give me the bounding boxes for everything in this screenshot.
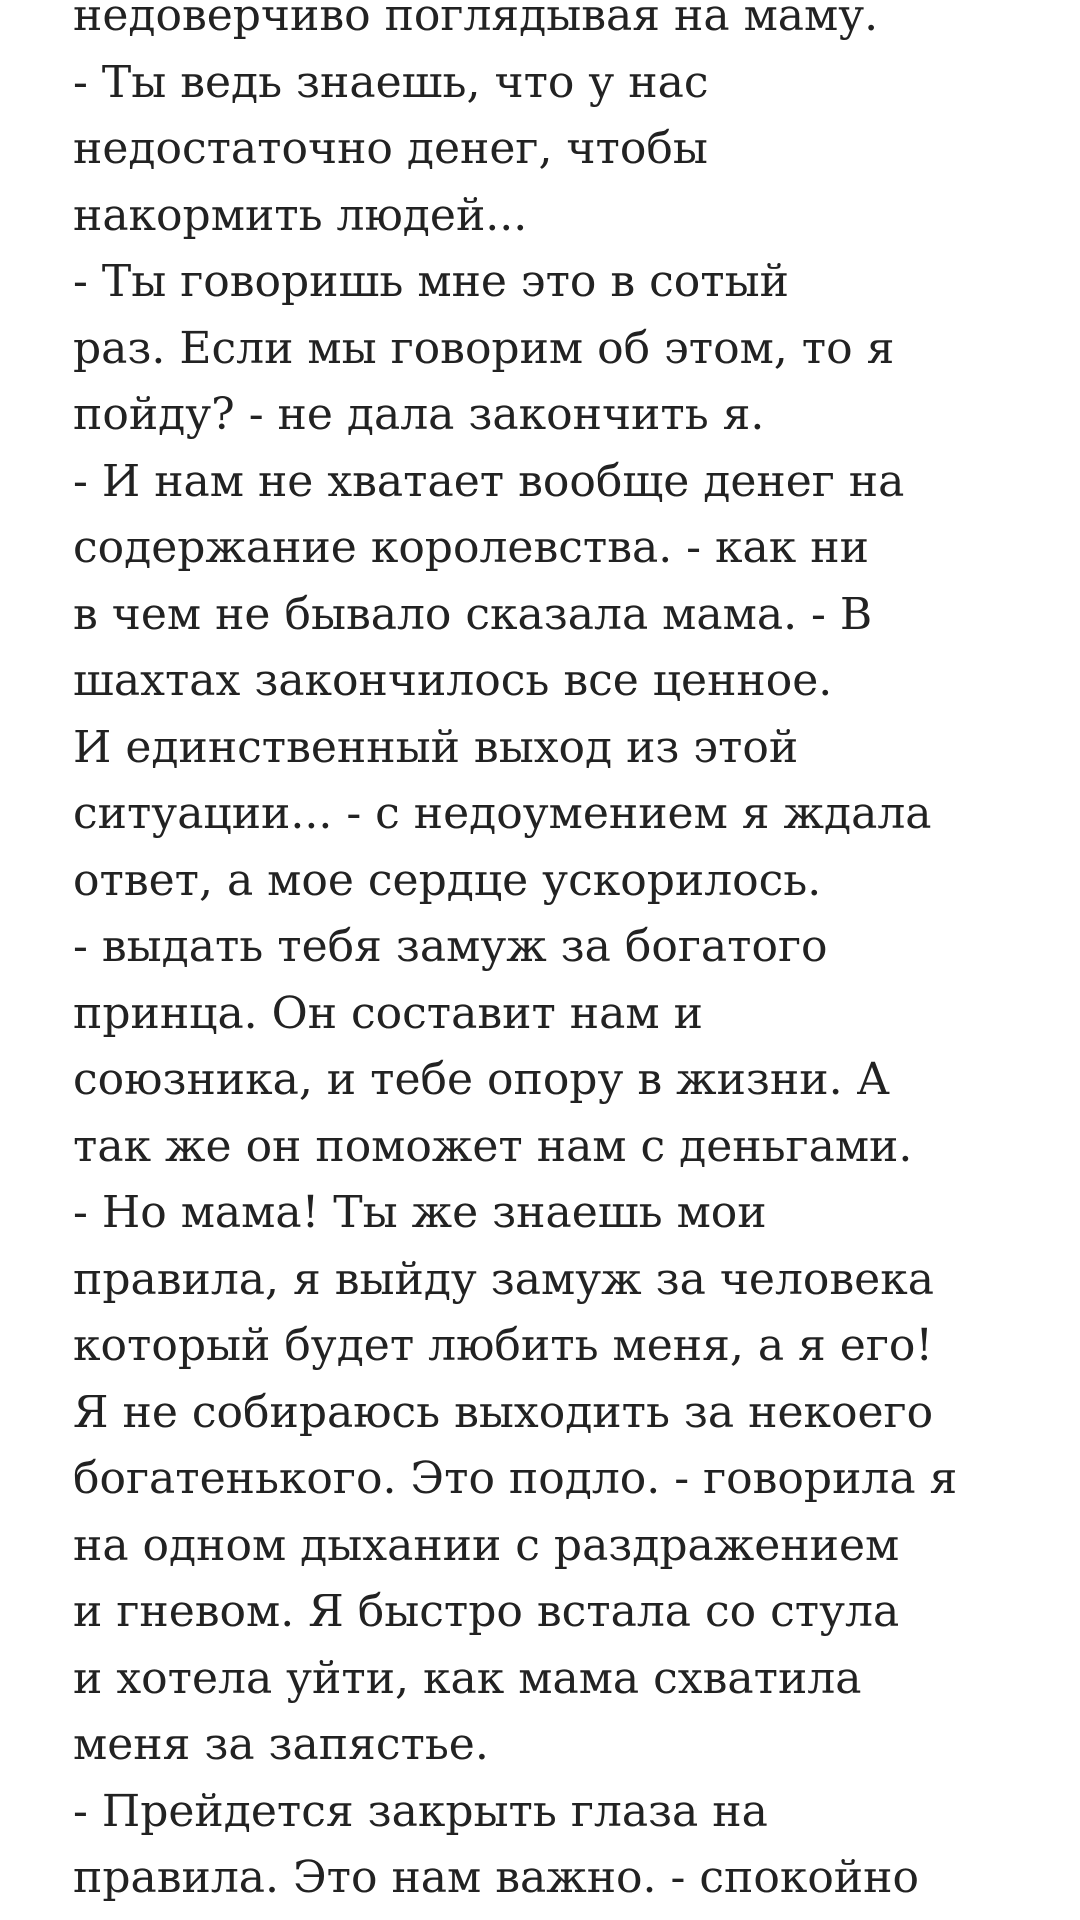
text-line: раз. Если мы говорим об этом, то я: [73, 322, 895, 374]
text-line: содержание королевства. - как ни: [73, 522, 869, 573]
text-line: так же он поможет нам с деньгами.: [73, 1120, 913, 1172]
text-line: принца. Он составит нам и: [73, 987, 703, 1039]
text-line: ситуации... - с недоумением я ждала: [73, 788, 932, 839]
text-line: Я не собираюсь выходить за некоего: [73, 1386, 934, 1438]
text-line: который будет любить меня, а я его!: [73, 1320, 934, 1371]
text-line: шахтах закончилось все ценное.: [73, 655, 833, 706]
text-line: недоверчиво поглядывая на маму.: [73, 0, 879, 41]
text-line: - Прейдется закрыть глаза на: [73, 1785, 768, 1837]
text-line: накормить людей...: [73, 189, 528, 241]
text-line: правила. Это нам важно. - спокойно: [73, 1852, 919, 1903]
text-line: ответ, а мое сердце ускорилось.: [73, 854, 822, 906]
book-text: [73, 0, 1033, 1912]
text-line: союзника, и тебе опору в жизни. А: [73, 1054, 890, 1105]
text-line: - Ты ведь знаешь, что у нас: [73, 56, 709, 108]
text-line: на одном дыхании с раздражением: [73, 1519, 900, 1571]
text-line: и хотела уйти, как мама схватила: [73, 1652, 862, 1704]
text-line: меня за запястье.: [73, 1719, 489, 1770]
text-line: пойду? - не дала закончить я.: [73, 389, 765, 440]
text-line: - Ты говоришь мне это в сотый: [73, 256, 789, 307]
text-line: богатенького. Это подло. - говорила я: [73, 1453, 958, 1504]
text-line: - И нам не хватает вообще денег на: [73, 455, 905, 507]
text-line: недостаточно денег, чтобы: [73, 123, 708, 174]
text-line: - выдать тебя замуж за богатого: [73, 921, 828, 972]
text-line: правила, я выйду замуж за человека: [73, 1253, 934, 1305]
text-line: в чем не бывало сказала мама. - В: [73, 588, 873, 640]
text-line: И единственный выход из этой: [73, 721, 799, 773]
text-line: и гневом. Я быстро встала со стула: [73, 1586, 900, 1637]
text-line: - Но мама! Ты же знаешь мои: [73, 1187, 767, 1238]
